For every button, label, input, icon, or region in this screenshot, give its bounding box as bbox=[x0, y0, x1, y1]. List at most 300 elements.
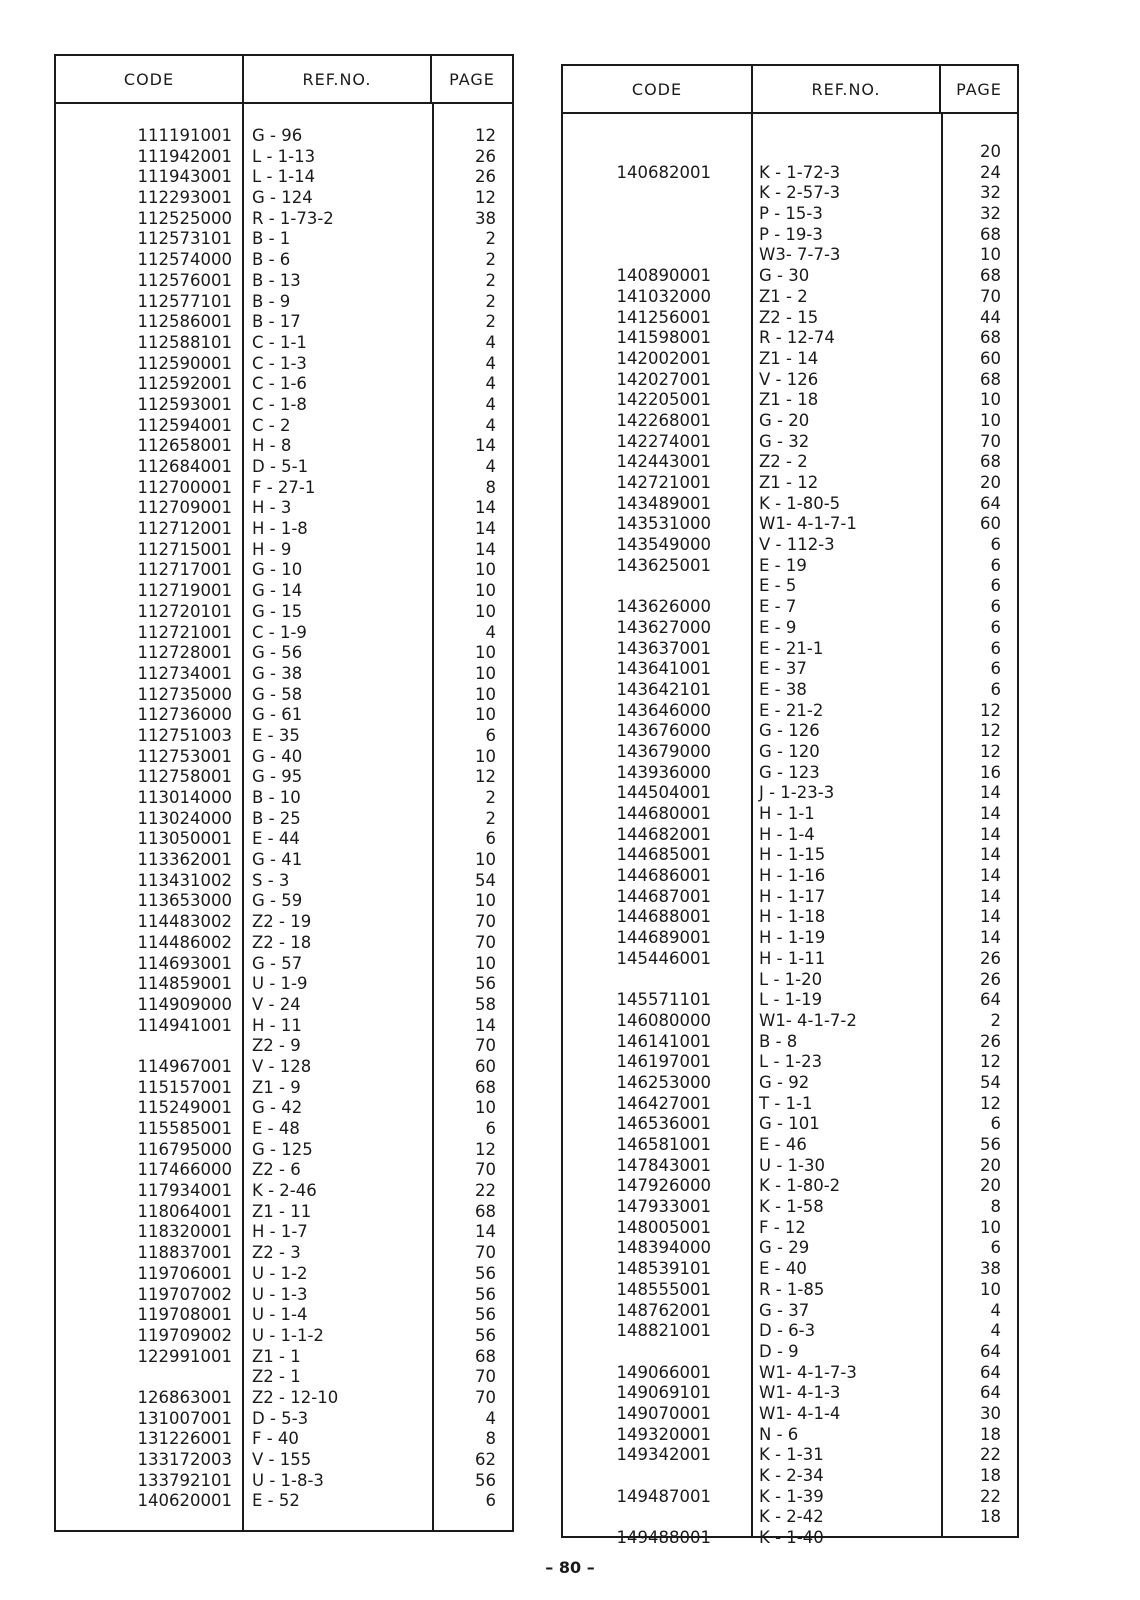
page-cell: 10 bbox=[475, 581, 496, 601]
table-row bbox=[563, 1094, 1017, 1115]
ref-cell: E - 37 bbox=[759, 659, 807, 679]
table-row bbox=[56, 747, 512, 768]
code-cell: 112735000 bbox=[137, 684, 232, 704]
code-cell: 144680001 bbox=[616, 804, 711, 823]
page-cell: 2 bbox=[485, 788, 496, 807]
ref-cell: G - 61 bbox=[252, 705, 303, 725]
table-row bbox=[563, 721, 1017, 742]
code-cell: 146080000 bbox=[616, 1010, 711, 1030]
ref-cell: E - 46 bbox=[759, 1135, 807, 1154]
page-cell: 10 bbox=[475, 705, 496, 725]
table-row bbox=[56, 1160, 512, 1181]
page-cell: 70 bbox=[475, 1367, 496, 1387]
table-row bbox=[56, 333, 512, 354]
page-cell: 56 bbox=[475, 1305, 496, 1325]
table-row bbox=[563, 639, 1017, 660]
table-row bbox=[56, 478, 512, 499]
page-cell: 26 bbox=[475, 146, 496, 166]
table-row bbox=[56, 1202, 512, 1223]
ref-cell: U - 1-2 bbox=[252, 1263, 308, 1283]
table-row bbox=[56, 767, 512, 788]
ref-cell: K - 1-40 bbox=[759, 1528, 824, 1548]
table-row bbox=[563, 1135, 1017, 1156]
page-cell: 62 bbox=[475, 1450, 496, 1469]
table-row bbox=[563, 1238, 1017, 1259]
right-table bbox=[561, 64, 1019, 1548]
page-cell: 56 bbox=[475, 974, 496, 994]
ref-cell: W1- 4-1-7-3 bbox=[759, 1362, 857, 1382]
ref-cell: E - 5 bbox=[759, 576, 797, 596]
code-cell: 140890001 bbox=[616, 266, 711, 286]
code-cell: 143626000 bbox=[616, 597, 711, 617]
ref-cell: B - 6 bbox=[252, 250, 291, 270]
page-cell: 70 bbox=[475, 1243, 496, 1263]
code-cell: 143646000 bbox=[616, 700, 711, 720]
table-row bbox=[56, 995, 512, 1016]
ref-cell: J - 1-23-3 bbox=[759, 783, 835, 803]
ref-cell: K - 1-72-3 bbox=[759, 162, 841, 182]
page-cell: 22 bbox=[980, 1486, 1001, 1506]
code-cell: 144685001 bbox=[616, 845, 711, 865]
table-row bbox=[563, 1466, 1017, 1487]
page-cell: 60 bbox=[980, 514, 1001, 534]
code-cell: 112576001 bbox=[137, 270, 232, 290]
table-row bbox=[56, 312, 512, 333]
table-row bbox=[563, 494, 1017, 515]
code-cell: 112728001 bbox=[137, 643, 232, 663]
page-cell: 56 bbox=[475, 1263, 496, 1283]
table-row bbox=[563, 266, 1017, 287]
code-cell: 133792101 bbox=[137, 1470, 232, 1490]
code-cell: 147933001 bbox=[616, 1197, 711, 1217]
table-row bbox=[56, 602, 512, 623]
ref-cell: G - 59 bbox=[252, 891, 303, 911]
code-cell: 114486002 bbox=[137, 932, 232, 952]
code-cell: 112736000 bbox=[137, 705, 232, 725]
table-row bbox=[563, 1156, 1017, 1177]
table-row bbox=[563, 142, 1017, 163]
page-cell: 2 bbox=[990, 1010, 1001, 1030]
table-row bbox=[563, 949, 1017, 970]
table-row bbox=[563, 887, 1017, 908]
table-row bbox=[563, 1321, 1017, 1342]
code-cell: 146197001 bbox=[616, 1052, 711, 1072]
page-cell: 6 bbox=[990, 638, 1001, 658]
table-row bbox=[563, 1176, 1017, 1197]
page-cell: 6 bbox=[990, 597, 1001, 617]
code-cell: 141256001 bbox=[616, 307, 711, 327]
code-cell: 144688001 bbox=[616, 907, 711, 927]
table-row bbox=[563, 1280, 1017, 1301]
code-cell: 115585001 bbox=[137, 1119, 232, 1138]
table-row bbox=[563, 1073, 1017, 1094]
ref-cell: T - 1-1 bbox=[759, 1093, 813, 1113]
code-cell: 112573101 bbox=[137, 229, 232, 249]
code-cell: 114941001 bbox=[137, 1015, 232, 1035]
ref-cell: G - 126 bbox=[759, 721, 820, 741]
page-cell: 70 bbox=[475, 1036, 496, 1056]
code-cell: 112719001 bbox=[137, 581, 232, 601]
code-cell: 143489001 bbox=[616, 493, 711, 513]
page-cell: 8 bbox=[990, 1197, 1001, 1217]
ref-cell: E - 44 bbox=[252, 829, 300, 849]
ref-cell: U - 1-30 bbox=[759, 1155, 825, 1175]
ref-cell: Z1 - 2 bbox=[759, 286, 808, 306]
table-row bbox=[563, 1114, 1017, 1135]
code-cell: 149069101 bbox=[616, 1383, 711, 1403]
code-cell: 119706001 bbox=[137, 1263, 232, 1283]
page-cell: 12 bbox=[980, 1052, 1001, 1072]
code-cell: 112588101 bbox=[137, 332, 232, 352]
ref-cell: H - 1-1 bbox=[759, 804, 815, 823]
page-header: PAGE bbox=[430, 56, 512, 102]
ref-cell: K - 1-39 bbox=[759, 1486, 824, 1506]
right-rows bbox=[563, 142, 1017, 1549]
page-cell: 60 bbox=[475, 1056, 496, 1076]
page-cell: 4 bbox=[990, 1321, 1001, 1341]
table-row bbox=[56, 1098, 512, 1119]
page-cell: 4 bbox=[485, 1408, 496, 1428]
page-cell: 18 bbox=[980, 1424, 1001, 1444]
table-row bbox=[563, 763, 1017, 784]
ref-cell: K - 1-80-5 bbox=[759, 493, 841, 513]
code-cell: 111191001 bbox=[137, 126, 232, 145]
page-cell: 16 bbox=[980, 762, 1001, 782]
table-row bbox=[563, 1301, 1017, 1322]
page-cell: 12 bbox=[475, 1139, 496, 1159]
code-cell: 145571101 bbox=[616, 990, 711, 1010]
ref-cell: P - 19-3 bbox=[759, 224, 823, 244]
ref-cell: Z1 - 14 bbox=[759, 348, 819, 368]
ref-cell: H - 1-18 bbox=[759, 907, 826, 927]
page-cell: 12 bbox=[980, 721, 1001, 741]
code-cell: 143642101 bbox=[616, 679, 711, 699]
code-cell: 144686001 bbox=[616, 866, 711, 886]
ref-cell: E - 35 bbox=[252, 725, 300, 745]
ref-cell: G - 41 bbox=[252, 850, 303, 870]
table-row bbox=[56, 519, 512, 540]
code-cell: 119707002 bbox=[137, 1284, 232, 1304]
ref-cell: E - 21-1 bbox=[759, 638, 824, 658]
page-cell: 6 bbox=[485, 1119, 496, 1138]
ref-cell: G - 20 bbox=[759, 410, 810, 430]
ref-cell: B - 9 bbox=[252, 291, 291, 311]
table-row bbox=[563, 1487, 1017, 1508]
code-cell: 112593001 bbox=[137, 394, 232, 414]
ref-cell: B - 1 bbox=[252, 229, 291, 249]
page-cell: 22 bbox=[475, 1181, 496, 1201]
left-rows bbox=[56, 126, 512, 1512]
table-row bbox=[56, 416, 512, 437]
page-cell: 30 bbox=[980, 1403, 1001, 1423]
table-row bbox=[563, 1052, 1017, 1073]
ref-cell: G - 96 bbox=[252, 126, 303, 145]
page-cell: 54 bbox=[980, 1072, 1001, 1092]
page-cell: 64 bbox=[980, 493, 1001, 513]
page-cell: 68 bbox=[980, 452, 1001, 472]
code-cell: 126863001 bbox=[137, 1387, 232, 1407]
code-cell: 114859001 bbox=[137, 974, 232, 994]
ref-cell: E - 19 bbox=[759, 555, 807, 575]
code-cell: 119708001 bbox=[137, 1305, 232, 1325]
ref-cell: D - 6-3 bbox=[759, 1321, 816, 1341]
code-cell: 112715001 bbox=[137, 539, 232, 559]
page-cell: 64 bbox=[980, 1341, 1001, 1361]
table-row bbox=[56, 581, 512, 602]
table-row bbox=[563, 783, 1017, 804]
table-row bbox=[56, 1181, 512, 1202]
code-cell: 114909000 bbox=[137, 994, 232, 1014]
table-row bbox=[563, 1032, 1017, 1053]
ref-cell: R - 1-85 bbox=[759, 1279, 825, 1299]
table-row bbox=[563, 535, 1017, 556]
page-cell: 10 bbox=[475, 684, 496, 704]
code-cell: 112700001 bbox=[137, 477, 232, 497]
code-cell: 112590001 bbox=[137, 353, 232, 373]
ref-cell: H - 1-11 bbox=[759, 948, 826, 968]
page-cell: 60 bbox=[980, 348, 1001, 368]
ref-cell: G - 37 bbox=[759, 1300, 810, 1320]
table-row bbox=[56, 912, 512, 933]
ref-cell: E - 9 bbox=[759, 617, 797, 637]
table-row bbox=[56, 354, 512, 375]
page-cell: 12 bbox=[475, 126, 496, 145]
page-cell: 68 bbox=[980, 369, 1001, 389]
page-cell: 58 bbox=[475, 994, 496, 1014]
page-cell: 38 bbox=[475, 208, 496, 228]
page-cell: 20 bbox=[980, 473, 1001, 492]
page-cell: 4 bbox=[485, 457, 496, 476]
page-header: PAGE bbox=[939, 66, 1017, 112]
code-cell: 112684001 bbox=[137, 457, 232, 476]
table-row bbox=[56, 1222, 512, 1243]
code-cell: 112577101 bbox=[137, 291, 232, 311]
table-row bbox=[563, 245, 1017, 266]
ref-cell: L - 1-20 bbox=[759, 969, 823, 989]
table-row bbox=[563, 618, 1017, 639]
page-cell: 70 bbox=[980, 286, 1001, 306]
ref-cell: D - 5-1 bbox=[252, 457, 309, 476]
ref-cell: G - 30 bbox=[759, 266, 810, 286]
page-cell: 2 bbox=[485, 250, 496, 270]
code-cell: 146536001 bbox=[616, 1114, 711, 1134]
left-table-header bbox=[56, 56, 512, 104]
page-cell: 4 bbox=[485, 415, 496, 435]
code-cell: 113431002 bbox=[137, 870, 232, 890]
table-row bbox=[563, 990, 1017, 1011]
table-row bbox=[563, 473, 1017, 494]
code-cell: 143676000 bbox=[616, 721, 711, 741]
table-row bbox=[56, 1264, 512, 1285]
table-row bbox=[56, 974, 512, 995]
page-cell: 32 bbox=[980, 183, 1001, 203]
ref-cell: C - 1-1 bbox=[252, 332, 307, 352]
code-cell: 149342001 bbox=[616, 1445, 711, 1465]
code-cell: 112574000 bbox=[137, 250, 232, 270]
table-row bbox=[56, 726, 512, 747]
code-cell: 112594001 bbox=[137, 415, 232, 435]
code-cell: 111943001 bbox=[137, 167, 232, 187]
table-row bbox=[563, 742, 1017, 763]
ref-cell: Z2 - 1 bbox=[252, 1367, 301, 1387]
ref-cell: U - 1-3 bbox=[252, 1284, 308, 1304]
code-cell: 131226001 bbox=[137, 1429, 232, 1449]
table-row bbox=[563, 845, 1017, 866]
code-cell: 113014000 bbox=[137, 788, 232, 807]
code-cell: 112525000 bbox=[137, 208, 232, 228]
code-cell: 141032000 bbox=[616, 286, 711, 306]
page-cell: 64 bbox=[980, 1362, 1001, 1382]
page-number: – 80 – bbox=[545, 1558, 595, 1577]
page-cell: 14 bbox=[475, 1222, 496, 1242]
page-cell: 14 bbox=[475, 436, 496, 456]
table-row bbox=[563, 928, 1017, 949]
page-cell: 14 bbox=[475, 519, 496, 539]
page-cell: 10 bbox=[475, 560, 496, 580]
ref-cell: C - 1-8 bbox=[252, 394, 307, 414]
code-cell: 149487001 bbox=[616, 1486, 711, 1506]
ref-cell: F - 40 bbox=[252, 1429, 299, 1449]
code-cell: 144682001 bbox=[616, 824, 711, 844]
ref-cell: C - 1-3 bbox=[252, 353, 307, 373]
table-row bbox=[563, 970, 1017, 991]
code-cell: 113024000 bbox=[137, 808, 232, 828]
code-cell: 148005001 bbox=[616, 1217, 711, 1237]
code-cell: 114967001 bbox=[137, 1056, 232, 1076]
table-row bbox=[56, 643, 512, 664]
table-row bbox=[56, 167, 512, 188]
table-row bbox=[563, 390, 1017, 411]
page-cell: 64 bbox=[980, 990, 1001, 1010]
code-cell: 141598001 bbox=[616, 328, 711, 348]
page-cell: 14 bbox=[980, 928, 1001, 948]
ref-cell: G - 29 bbox=[759, 1238, 810, 1258]
page-cell: 14 bbox=[475, 498, 496, 518]
code-cell: 145446001 bbox=[616, 948, 711, 968]
page-cell: 26 bbox=[980, 1031, 1001, 1051]
table-row bbox=[563, 1363, 1017, 1384]
table-row bbox=[563, 825, 1017, 846]
ref-header: REF.NO. bbox=[242, 56, 430, 102]
ref-header: REF.NO. bbox=[751, 66, 939, 112]
table-row bbox=[563, 907, 1017, 928]
ref-cell: G - 125 bbox=[252, 1139, 313, 1159]
ref-cell: H - 1-4 bbox=[759, 824, 815, 844]
page-cell: 4 bbox=[485, 332, 496, 352]
ref-cell: K - 2-42 bbox=[759, 1507, 824, 1527]
table-row bbox=[563, 349, 1017, 370]
ref-cell: Z1 - 18 bbox=[759, 390, 819, 410]
table-row bbox=[56, 374, 512, 395]
page-cell: 26 bbox=[980, 948, 1001, 968]
page-cell: 56 bbox=[980, 1135, 1001, 1154]
code-cell: 118320001 bbox=[137, 1222, 232, 1242]
page-cell: 56 bbox=[475, 1325, 496, 1345]
ref-cell: Z2 - 18 bbox=[252, 932, 312, 952]
table-row bbox=[56, 436, 512, 457]
page-cell: 44 bbox=[980, 307, 1001, 327]
ref-cell: V - 24 bbox=[252, 994, 301, 1014]
ref-cell: E - 48 bbox=[252, 1119, 300, 1138]
code-cell: 142443001 bbox=[616, 452, 711, 472]
ref-cell: N - 6 bbox=[759, 1424, 799, 1444]
ref-cell: E - 7 bbox=[759, 597, 797, 617]
table-row bbox=[563, 659, 1017, 680]
ref-cell: Z1 - 12 bbox=[759, 473, 819, 492]
code-cell: 115157001 bbox=[137, 1077, 232, 1097]
table-row bbox=[56, 1243, 512, 1264]
ref-cell: R - 1-73-2 bbox=[252, 208, 334, 228]
table-row bbox=[563, 183, 1017, 204]
code-cell: 112712001 bbox=[137, 519, 232, 539]
table-row bbox=[563, 866, 1017, 887]
ref-cell: G - 58 bbox=[252, 684, 303, 704]
ref-cell: U - 1-1-2 bbox=[252, 1325, 324, 1345]
table-row bbox=[56, 1078, 512, 1099]
page-cell: 10 bbox=[475, 850, 496, 870]
code-cell: 140620001 bbox=[137, 1491, 232, 1511]
page-cell: 2 bbox=[485, 229, 496, 249]
table-row bbox=[563, 576, 1017, 597]
page-cell: 12 bbox=[980, 741, 1001, 761]
page-cell: 6 bbox=[990, 555, 1001, 575]
table-row bbox=[56, 1140, 512, 1161]
table-row bbox=[56, 891, 512, 912]
table-row bbox=[56, 126, 512, 147]
table-row bbox=[563, 328, 1017, 349]
ref-cell: L - 1-14 bbox=[252, 167, 316, 187]
ref-cell: G - 57 bbox=[252, 953, 303, 973]
page-cell: 68 bbox=[475, 1346, 496, 1366]
ref-cell: W1- 4-1-3 bbox=[759, 1383, 841, 1403]
table-row bbox=[56, 229, 512, 250]
page-cell: 32 bbox=[980, 204, 1001, 224]
table-row bbox=[563, 287, 1017, 308]
code-cell: 148394000 bbox=[616, 1238, 711, 1258]
code-cell: 148821001 bbox=[616, 1321, 711, 1341]
ref-cell: G - 92 bbox=[759, 1072, 810, 1092]
code-cell: 142205001 bbox=[616, 390, 711, 410]
ref-cell: H - 1-19 bbox=[759, 928, 826, 948]
ref-cell: K - 1-80-2 bbox=[759, 1176, 841, 1196]
page-cell: 70 bbox=[475, 1160, 496, 1180]
page-cell: 20 bbox=[980, 142, 1001, 161]
code-cell: 148762001 bbox=[616, 1300, 711, 1320]
ref-cell: L - 1-19 bbox=[759, 990, 823, 1010]
ref-cell: R - 12-74 bbox=[759, 328, 835, 348]
page-cell: 14 bbox=[980, 783, 1001, 803]
ref-cell: W1- 4-1-4 bbox=[759, 1403, 841, 1423]
table-row bbox=[56, 540, 512, 561]
table-row bbox=[56, 292, 512, 313]
left-table bbox=[54, 54, 514, 1532]
table-row bbox=[563, 204, 1017, 225]
table-row bbox=[56, 705, 512, 726]
table-row bbox=[563, 556, 1017, 577]
page-cell: 68 bbox=[475, 1077, 496, 1097]
table-row bbox=[56, 188, 512, 209]
page-cell: 12 bbox=[475, 188, 496, 208]
table-row bbox=[563, 1259, 1017, 1280]
table-row bbox=[56, 1347, 512, 1368]
code-cell: 118064001 bbox=[137, 1201, 232, 1221]
ref-cell: B - 8 bbox=[759, 1031, 798, 1051]
ref-cell: E - 52 bbox=[252, 1491, 300, 1511]
page-cell: 4 bbox=[485, 622, 496, 642]
ref-cell: Z2 - 15 bbox=[759, 307, 819, 327]
page-cell: 64 bbox=[980, 1383, 1001, 1403]
ref-cell: H - 1-7 bbox=[252, 1222, 308, 1242]
